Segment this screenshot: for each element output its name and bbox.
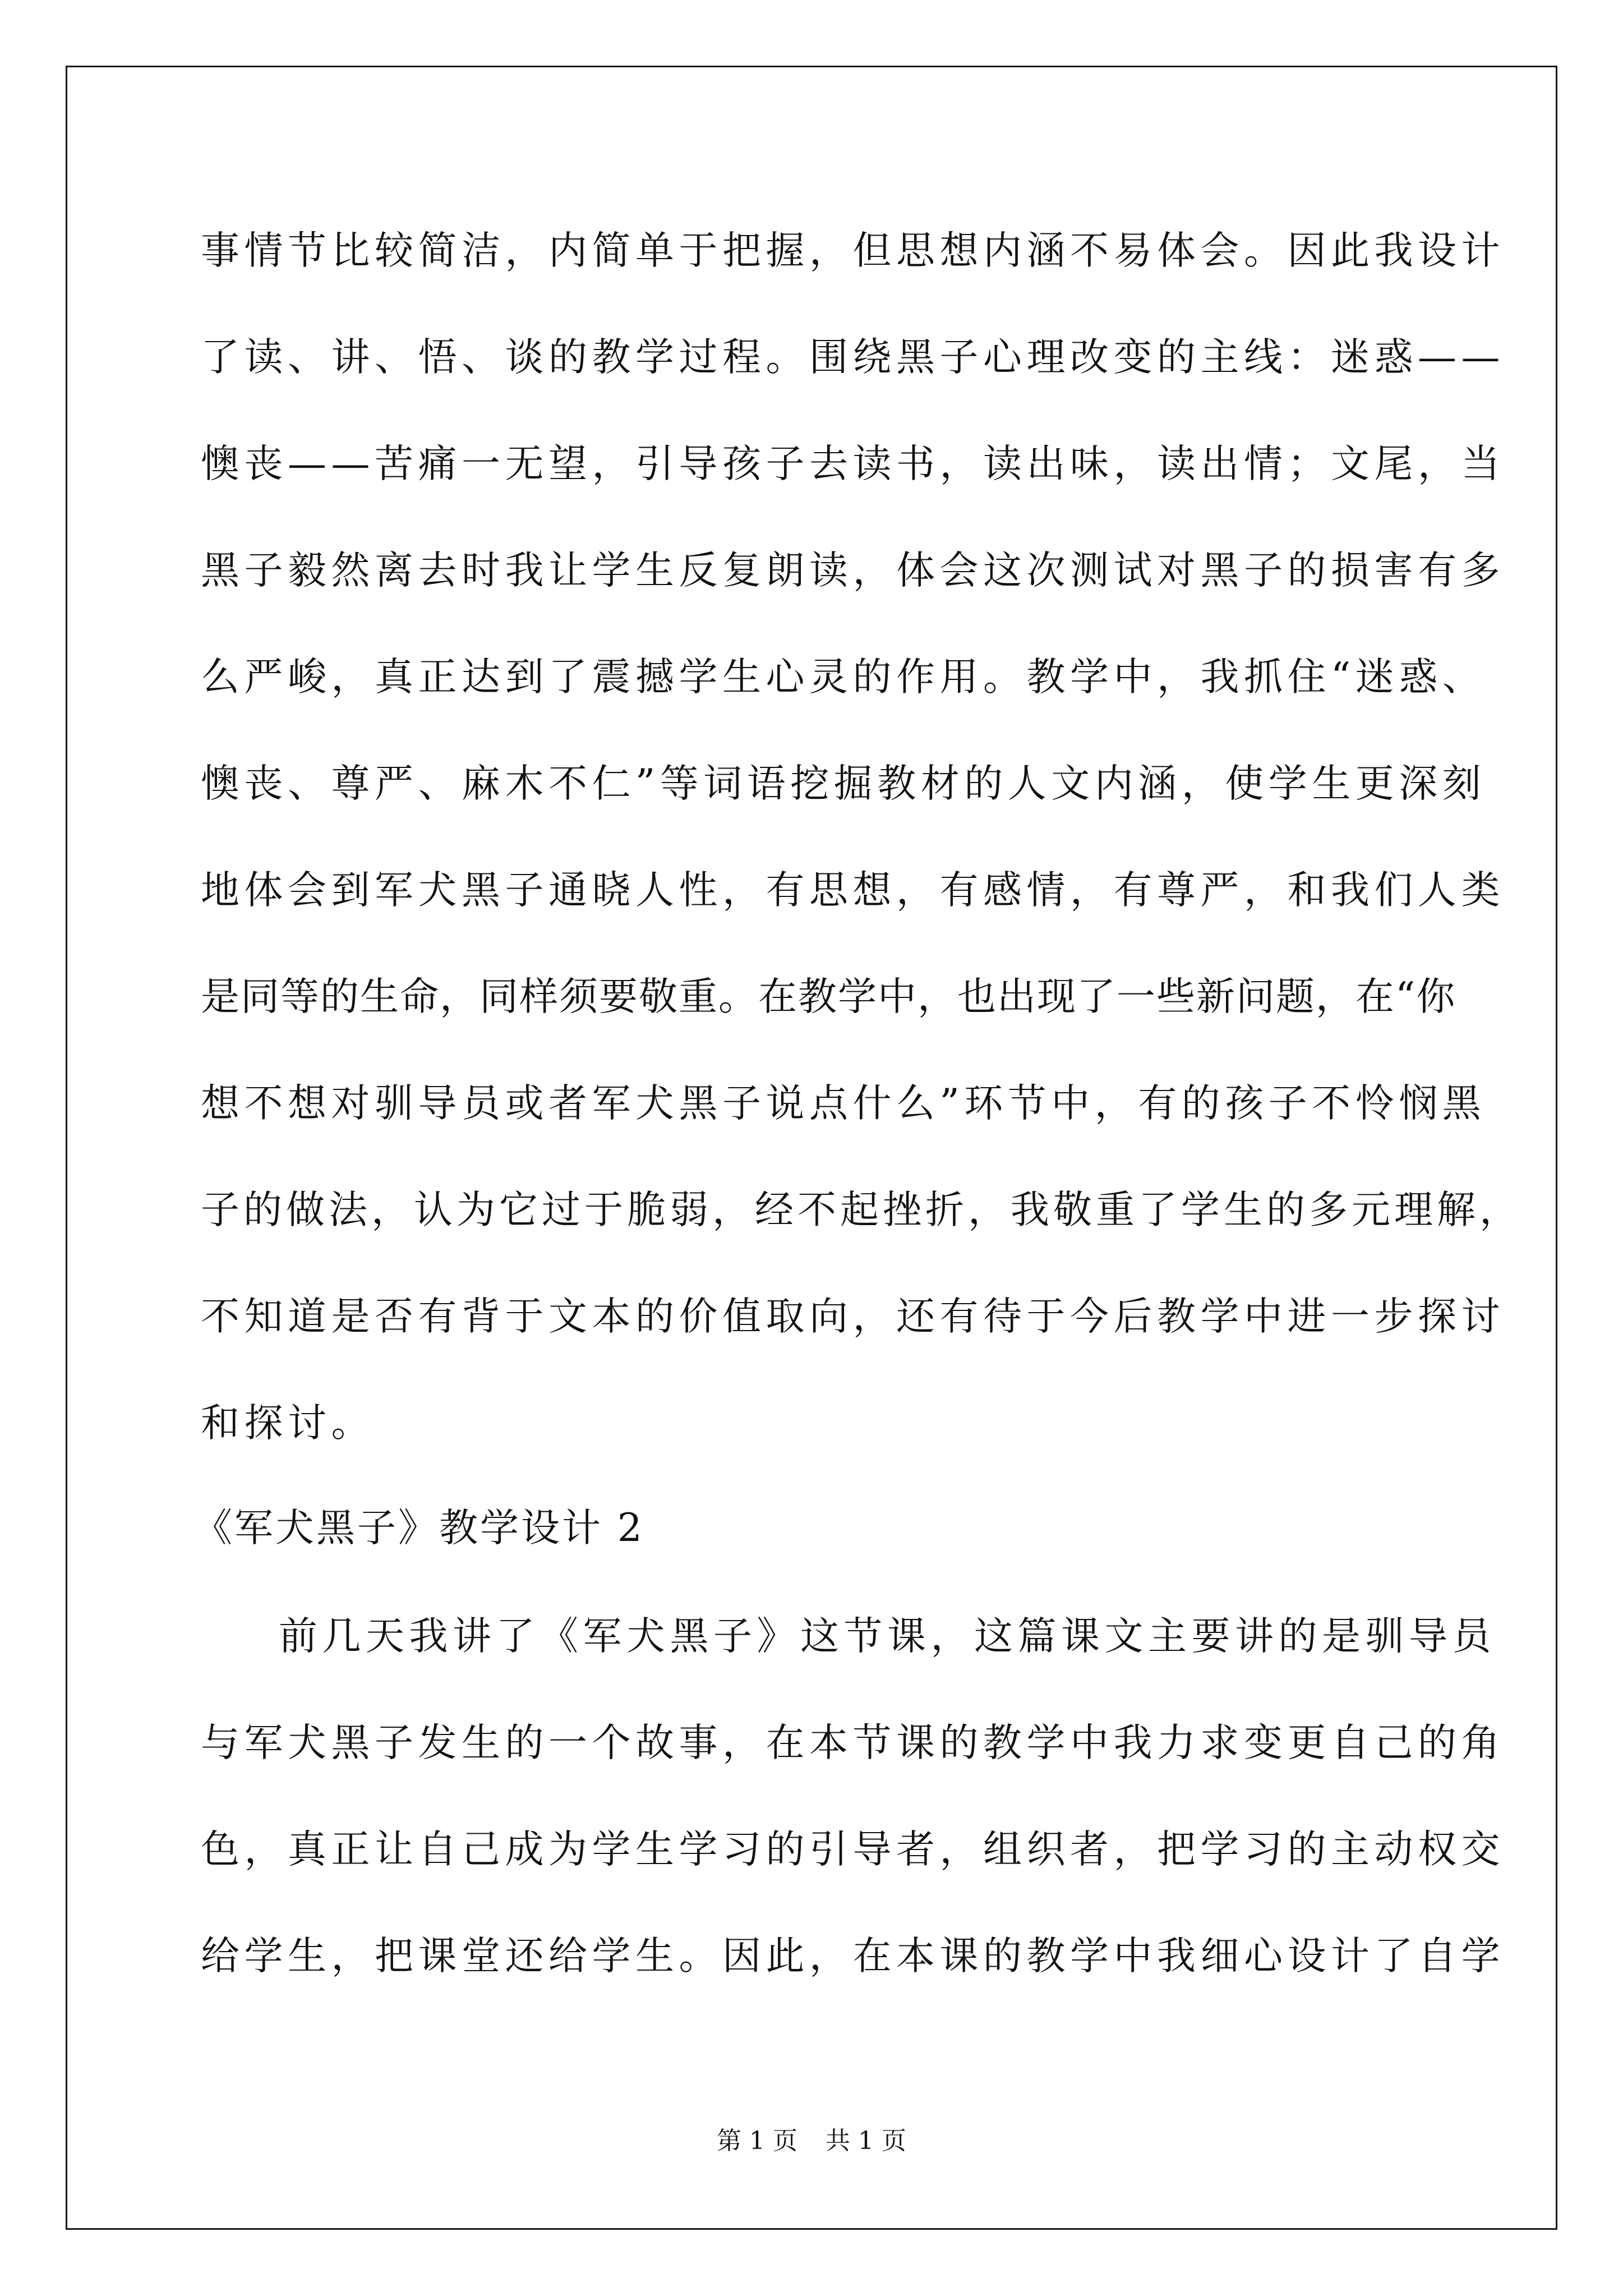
paragraph-line: 地体会到军犬黑子通晓人性，有思想，有感情，有尊严，和我们人类 bbox=[201, 868, 1505, 913]
page-footer bbox=[0, 2127, 1623, 2155]
paragraph-line: 事情节比较简洁，内简单于把握，但思想内涵不易体会。因此我设计 bbox=[201, 228, 1505, 273]
paragraph-line: 想不想对驯导员或者军犬黑子说点什么”环节中，有的孩子不怜悯黑 bbox=[201, 1081, 1486, 1126]
paragraph-line: 是同等的生命，同样须要敬重。在教学中，也出现了一些新问题，在“你 bbox=[201, 974, 1456, 1019]
paragraph-line: 给学生，把课堂还给学生。因此，在本课的教学中我细心设计了自学 bbox=[201, 1934, 1505, 1978]
page-total: 共 1 页 bbox=[826, 2127, 906, 2155]
page-border bbox=[66, 66, 1557, 2230]
paragraph-line: 么严峻，真正达到了震撼学生心灵的作用。教学中，我抓住“迷惑、 bbox=[201, 655, 1486, 700]
section-heading: 《军犬黑子》教学设计 2 bbox=[193, 1506, 644, 1550]
page-number: 第 1 页 bbox=[717, 2127, 797, 2155]
paragraph-line: 子的做法，认为它过于脆弱，经不起挫折，我敬重了学生的多元理解， bbox=[201, 1188, 1522, 1232]
paragraph-line: 黑子毅然离去时我让学生反复朗读，体会这次测试对黑子的损害有多 bbox=[201, 548, 1505, 593]
paragraph-line: 前几天我讲了《军犬黑子》这节课，这篇课文主要讲的是驯导员 bbox=[279, 1614, 1496, 1659]
paragraph-line: 懊丧——苦痛一无望，引导孩子去读书，读出味，读出情；文尾，当 bbox=[201, 441, 1505, 486]
paragraph-line: 了读、讲、悟、谈的教学过程。围绕黑子心理改变的主线：迷惑—— bbox=[201, 335, 1505, 380]
paragraph-line: 与军犬黑子发生的一个故事，在本节课的教学中我力求变更自己的角 bbox=[201, 1720, 1505, 1765]
paragraph-line: 懊丧、尊严、麻木不仁”等词语挖掘教材的人文内涵，使学生更深刻 bbox=[201, 761, 1486, 806]
paragraph-line: 不知道是否有背于文本的价值取向，还有待于今后教学中进一步探讨 bbox=[201, 1294, 1505, 1339]
paragraph-line: 色，真正让自己成为学生学习的引导者，组织者，把学习的主动权交 bbox=[201, 1827, 1505, 1872]
paragraph-line: 和探讨。 bbox=[201, 1401, 375, 1446]
